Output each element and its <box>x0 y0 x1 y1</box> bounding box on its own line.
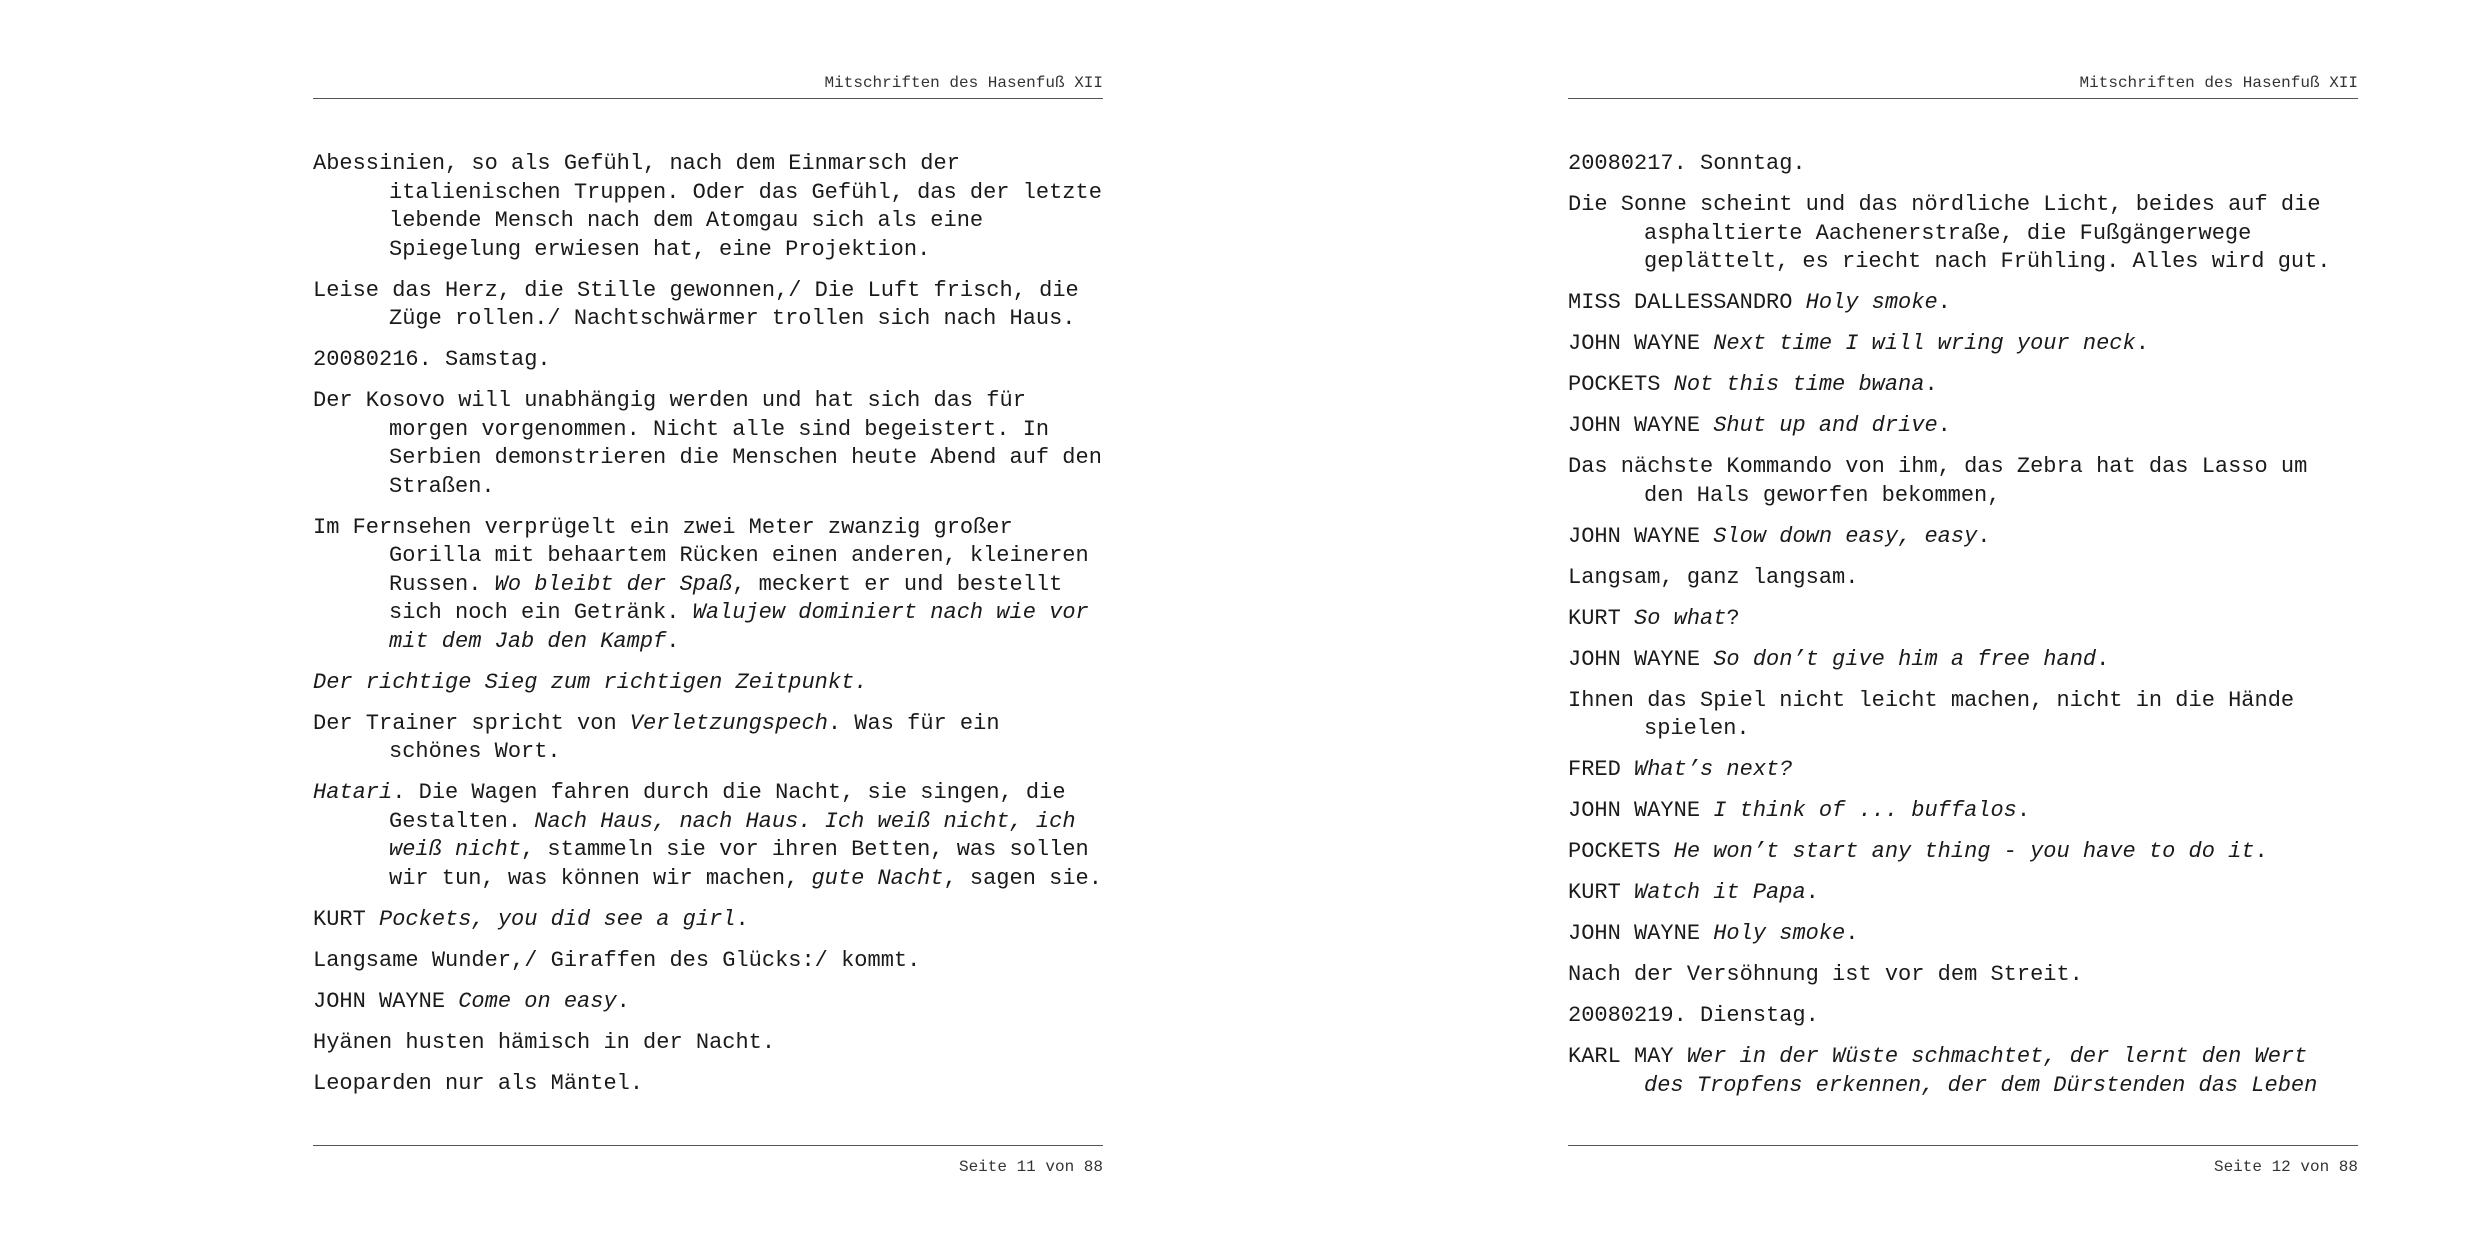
text-run: POCKETS <box>1568 839 1674 864</box>
text-paragraph <box>313 947 1103 976</box>
italic-text: Holy smoke <box>1805 290 1938 315</box>
italic-text: Wer in der Wüste schmachtet, der lernt den Wert des Tropfens erkennen, der dem Dürstenden das Leben <box>1644 1044 2321 1098</box>
text-run: . <box>1977 523 1991 549</box>
text-run: . Was für ein schönes Wort. <box>389 710 1013 764</box>
text-run: JOHN WAYNE <box>1568 523 1714 549</box>
italic-text: Hatari <box>313 780 393 805</box>
text-run: Hyänen husten hämisch in der Nacht. <box>313 1029 776 1055</box>
italic-text: Walujew dominiert nach wie vor mit dem Jab den Kampf <box>389 600 1102 654</box>
text-paragraph <box>1568 879 2358 908</box>
text-run: . <box>735 906 749 932</box>
text-run: Das nächste Kommando von ihm, das Zebra hat das Lasso um den Hals geworfen bekommen, <box>1568 454 2321 508</box>
text-paragraph <box>313 988 1103 1017</box>
text-run: . <box>2096 646 2110 672</box>
text-paragraph <box>313 779 1103 893</box>
text-run: FRED <box>1568 757 1635 782</box>
text-paragraph <box>313 710 1103 767</box>
text-run: Langsame Wunder,/ Giraffen des Glücks:/ kommt. <box>313 947 921 973</box>
text-run: . <box>1924 372 1938 397</box>
text-run: . <box>1937 413 1951 438</box>
italic-text: So don’t give him a free hand <box>1713 646 2097 672</box>
right-page <box>1568 0 2358 1240</box>
text-paragraph <box>1568 838 2358 867</box>
text-run: Leise das Herz, die Stille gewonnen,/ Die Luft frisch, die Züge rollen./ Nachtschwärmer trollen sich nach Haus. <box>313 277 1092 331</box>
page-number: Seite 12 von 88 <box>2213 1158 2358 1176</box>
text-run: JOHN WAYNE <box>1568 331 1714 356</box>
text-paragraph <box>313 669 1103 698</box>
text-run: Abessinien, so als Gefühl, nach dem Einmarsch der italienischen Truppen. Oder das Gefühl, das der letzte lebende Mensch nach dem Atomgau sich als eine Spiegelung erwiesen hat, eine Projektion. <box>313 151 1116 262</box>
italic-text: Holy smoke <box>1713 921 1846 946</box>
italic-text: Wo bleibt der Spaß <box>494 571 733 597</box>
text-run: MISS DALLESSANDRO <box>1568 290 1806 315</box>
text-paragraph <box>313 387 1116 501</box>
text-paragraph <box>1568 797 2358 826</box>
running-header: Mitschriften des Hasenfuß XII <box>824 74 1103 92</box>
text-run: 20080219. Dienstag. <box>1568 1003 1819 1028</box>
text-run: ? <box>1726 605 1740 631</box>
text-paragraph <box>1568 687 2358 744</box>
text-paragraph <box>313 346 1103 375</box>
text-run: KURT <box>313 906 380 932</box>
text-run: JOHN WAYNE <box>1568 646 1714 672</box>
italic-text: Next time I will wring your neck <box>1713 331 2136 356</box>
footer-rule <box>1568 1145 2358 1146</box>
text-paragraph <box>1568 564 2358 593</box>
page-body <box>1568 150 2358 1113</box>
text-run: POCKETS <box>1568 372 1674 397</box>
italic-text: Slow down easy, easy <box>1713 523 1978 549</box>
italic-text: So what <box>1634 605 1727 631</box>
italic-text: Not this time bwana <box>1673 372 1925 397</box>
text-paragraph <box>1568 523 2358 552</box>
header-rule <box>1568 98 2358 99</box>
text-paragraph <box>1568 605 2358 634</box>
text-run: . <box>2254 839 2268 864</box>
text-run: . <box>616 988 630 1014</box>
text-run: . <box>666 628 680 654</box>
running-header: Mitschriften des Hasenfuß XII <box>2079 74 2358 92</box>
text-run: Langsam, ganz langsam. <box>1568 564 1859 590</box>
text-paragraph <box>313 1029 1103 1058</box>
text-run: KURT <box>1568 605 1635 631</box>
page-number: Seite 11 von 88 <box>958 1158 1103 1176</box>
text-run: 20080216. Samstag. <box>313 347 551 372</box>
italic-text: gute Nacht <box>811 865 944 891</box>
italic-text: Pockets, you did see a girl <box>379 906 736 932</box>
italic-text: Verletzungspech <box>629 710 828 736</box>
text-run: , meckert er und bestellt sich noch ein Getränk. <box>389 571 1076 625</box>
italic-text: I think of ... buffalos <box>1713 798 2017 823</box>
italic-text: Nach Haus, nach Haus. Ich weiß nicht, ich weiß nicht <box>389 808 1089 862</box>
text-run: Der Kosovo will unabhängig werden und hat sich das für morgen vorgenommen. Nicht alle sind begeistert. In Serbien demonstrieren die Menschen heute Abend auf den Straßen. <box>313 388 1116 499</box>
header-rule <box>313 98 1103 99</box>
text-paragraph <box>1568 756 2358 785</box>
text-paragraph <box>313 277 1103 334</box>
text-run: Die Sonne scheint und das nördliche Licht, beides auf die asphaltierte Aachenerstraße, die Fußgängerwege geplättelt, es riecht nach Frühling. Alles wird gut. <box>1568 192 2334 274</box>
text-paragraph <box>1568 961 2358 990</box>
left-page <box>313 0 1116 1240</box>
text-run: . <box>2135 331 2149 356</box>
text-run: JOHN WAYNE <box>1568 921 1714 946</box>
text-run: Leoparden nur als Mäntel. <box>313 1070 644 1096</box>
text-run: Der Trainer spricht von <box>313 710 630 736</box>
text-paragraph <box>1568 646 2358 675</box>
text-run: . <box>1937 290 1951 315</box>
text-paragraph <box>1568 412 2358 441</box>
text-run: , stammeln sie vor ihren Betten, was sollen wir tun, was können wir machen, <box>389 837 1102 891</box>
page-body <box>313 150 1116 1111</box>
text-run: 20080217. Sonntag. <box>1568 151 1806 176</box>
text-paragraph <box>1568 1043 2358 1100</box>
text-paragraph <box>1568 150 2358 179</box>
text-run: . <box>2016 798 2031 823</box>
text-run: JOHN WAYNE <box>313 988 459 1014</box>
text-run: KARL MAY <box>1568 1044 1687 1069</box>
text-run: . <box>1845 921 1859 946</box>
text-paragraph <box>313 150 1116 264</box>
text-paragraph <box>1568 289 2358 318</box>
italic-text: Shut up and drive <box>1713 413 1938 438</box>
text-run: JOHN WAYNE <box>1568 798 1714 823</box>
text-run: KURT <box>1568 880 1635 905</box>
text-run: Im Fernsehen verprügelt ein zwei Meter zwanzig großer Gorilla mit behaartem Rücken einen anderen, kleineren Russen. <box>313 514 1102 597</box>
italic-text: Der richtige Sieg zum richtigen Zeitpunkt. <box>313 669 868 695</box>
text-paragraph <box>313 906 1103 935</box>
footer-rule <box>313 1145 1103 1146</box>
text-paragraph <box>1568 330 2358 359</box>
text-run: Ihnen das Spiel nicht leicht machen, nicht in die Hände spielen. <box>1568 687 2308 741</box>
text-paragraph <box>313 1070 1103 1099</box>
text-paragraph <box>1568 191 2358 277</box>
italic-text: What’s next? <box>1634 757 1793 782</box>
italic-text: Come on easy <box>458 988 617 1014</box>
text-paragraph <box>1568 1002 2358 1031</box>
text-run: . Die Wagen fahren durch die Nacht, sie singen, die Gestalten. <box>389 780 1079 834</box>
text-paragraph <box>313 514 1103 657</box>
text-run: JOHN WAYNE <box>1568 413 1714 438</box>
text-run: . <box>1805 880 1819 905</box>
text-run: Nach der Versöhnung ist vor dem Streit. <box>1568 962 2083 987</box>
text-paragraph <box>1568 371 2358 400</box>
italic-text: Watch it Papa <box>1634 880 1806 905</box>
text-paragraph <box>1568 920 2358 949</box>
text-paragraph <box>1568 453 2358 510</box>
italic-text: He won’t start any thing - you have to do it <box>1673 839 2255 864</box>
text-run: , sagen sie. <box>943 865 1102 891</box>
